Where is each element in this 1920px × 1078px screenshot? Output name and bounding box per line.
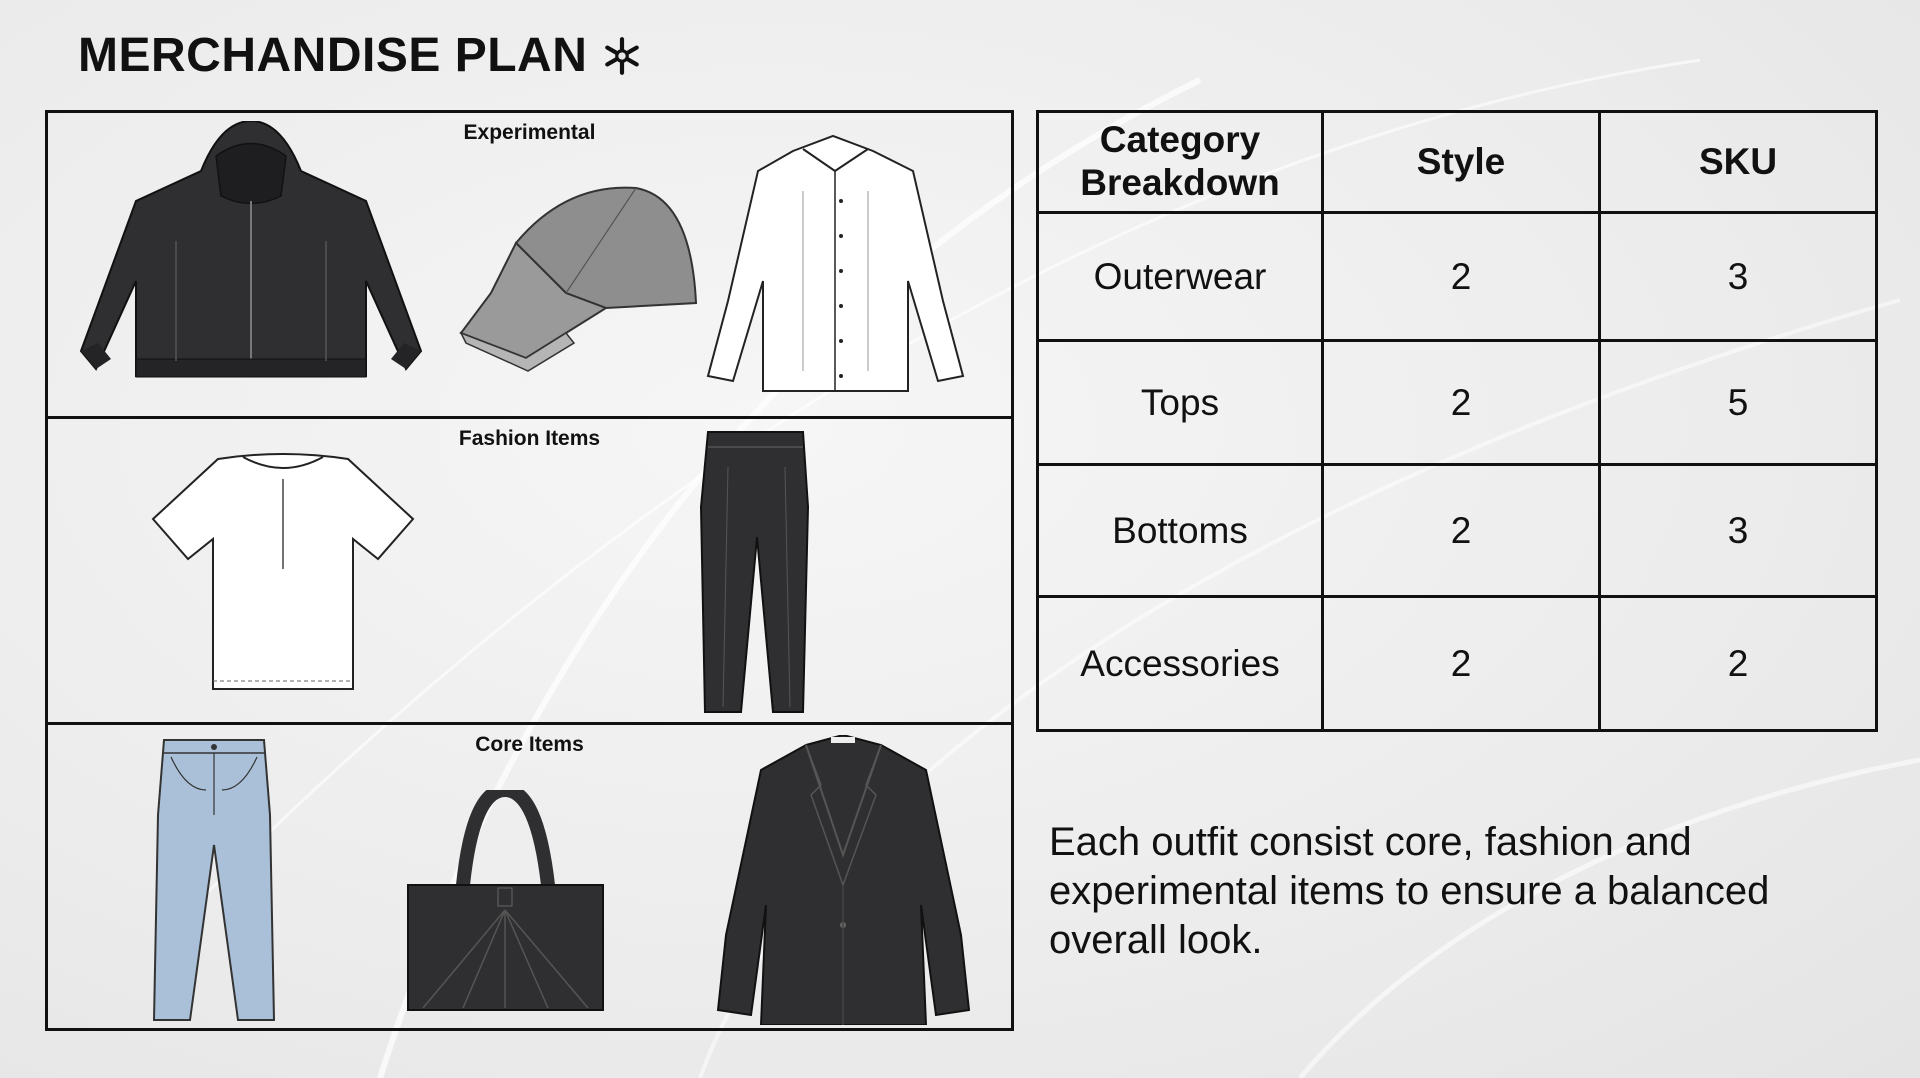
- outfit-note: Each outfit consist core, fashion and experimental items to ensure a balanced overall look.: [1049, 820, 1770, 962]
- trousers-illustration: [693, 427, 818, 717]
- table-row: [1038, 341, 1877, 465]
- jeans-illustration: [146, 735, 281, 1025]
- cell-category: Outerwear: [1038, 213, 1323, 341]
- section-fashion-items: [48, 419, 1011, 725]
- cell-sku: 2: [1600, 597, 1877, 731]
- header-style: Style: [1323, 112, 1600, 213]
- cell-style: 2: [1323, 465, 1600, 597]
- section-label: Core Items: [475, 733, 584, 756]
- asterisk-icon: [601, 35, 643, 77]
- t-shirt-illustration: [148, 449, 418, 694]
- cell-style: 2: [1323, 597, 1600, 731]
- cell-style: 2: [1323, 213, 1600, 341]
- table-row: [1038, 597, 1877, 731]
- cell-category: Bottoms: [1038, 465, 1323, 597]
- category-breakdown-table: [1036, 110, 1878, 732]
- cell-style: 2: [1323, 341, 1600, 465]
- section-core-items: [48, 725, 1011, 1028]
- page-title: [78, 28, 643, 83]
- page-title-text: MERCHANDISE PLAN: [78, 29, 588, 82]
- section-experimental: [48, 113, 1011, 419]
- cap-illustration: [456, 183, 701, 378]
- section-label: Experimental: [463, 121, 596, 144]
- cell-category: Tops: [1038, 341, 1323, 465]
- blazer-illustration: [711, 735, 976, 1025]
- garment-panel: [45, 110, 1014, 1031]
- header-category: Category Breakdown: [1038, 112, 1323, 213]
- cell-category: Accessories: [1038, 597, 1323, 731]
- dress-shirt-illustration: [703, 131, 968, 396]
- cell-sku: 3: [1600, 465, 1877, 597]
- table-row: [1038, 213, 1877, 341]
- tote-bag-illustration: [403, 790, 608, 1015]
- table-header-row: [1038, 112, 1877, 213]
- cell-sku: 5: [1600, 341, 1877, 465]
- table-row: [1038, 465, 1877, 597]
- zip-hoodie-illustration: [66, 121, 436, 411]
- header-sku: SKU: [1600, 112, 1877, 213]
- section-label: Fashion Items: [458, 427, 601, 450]
- cell-sku: 3: [1600, 213, 1877, 341]
